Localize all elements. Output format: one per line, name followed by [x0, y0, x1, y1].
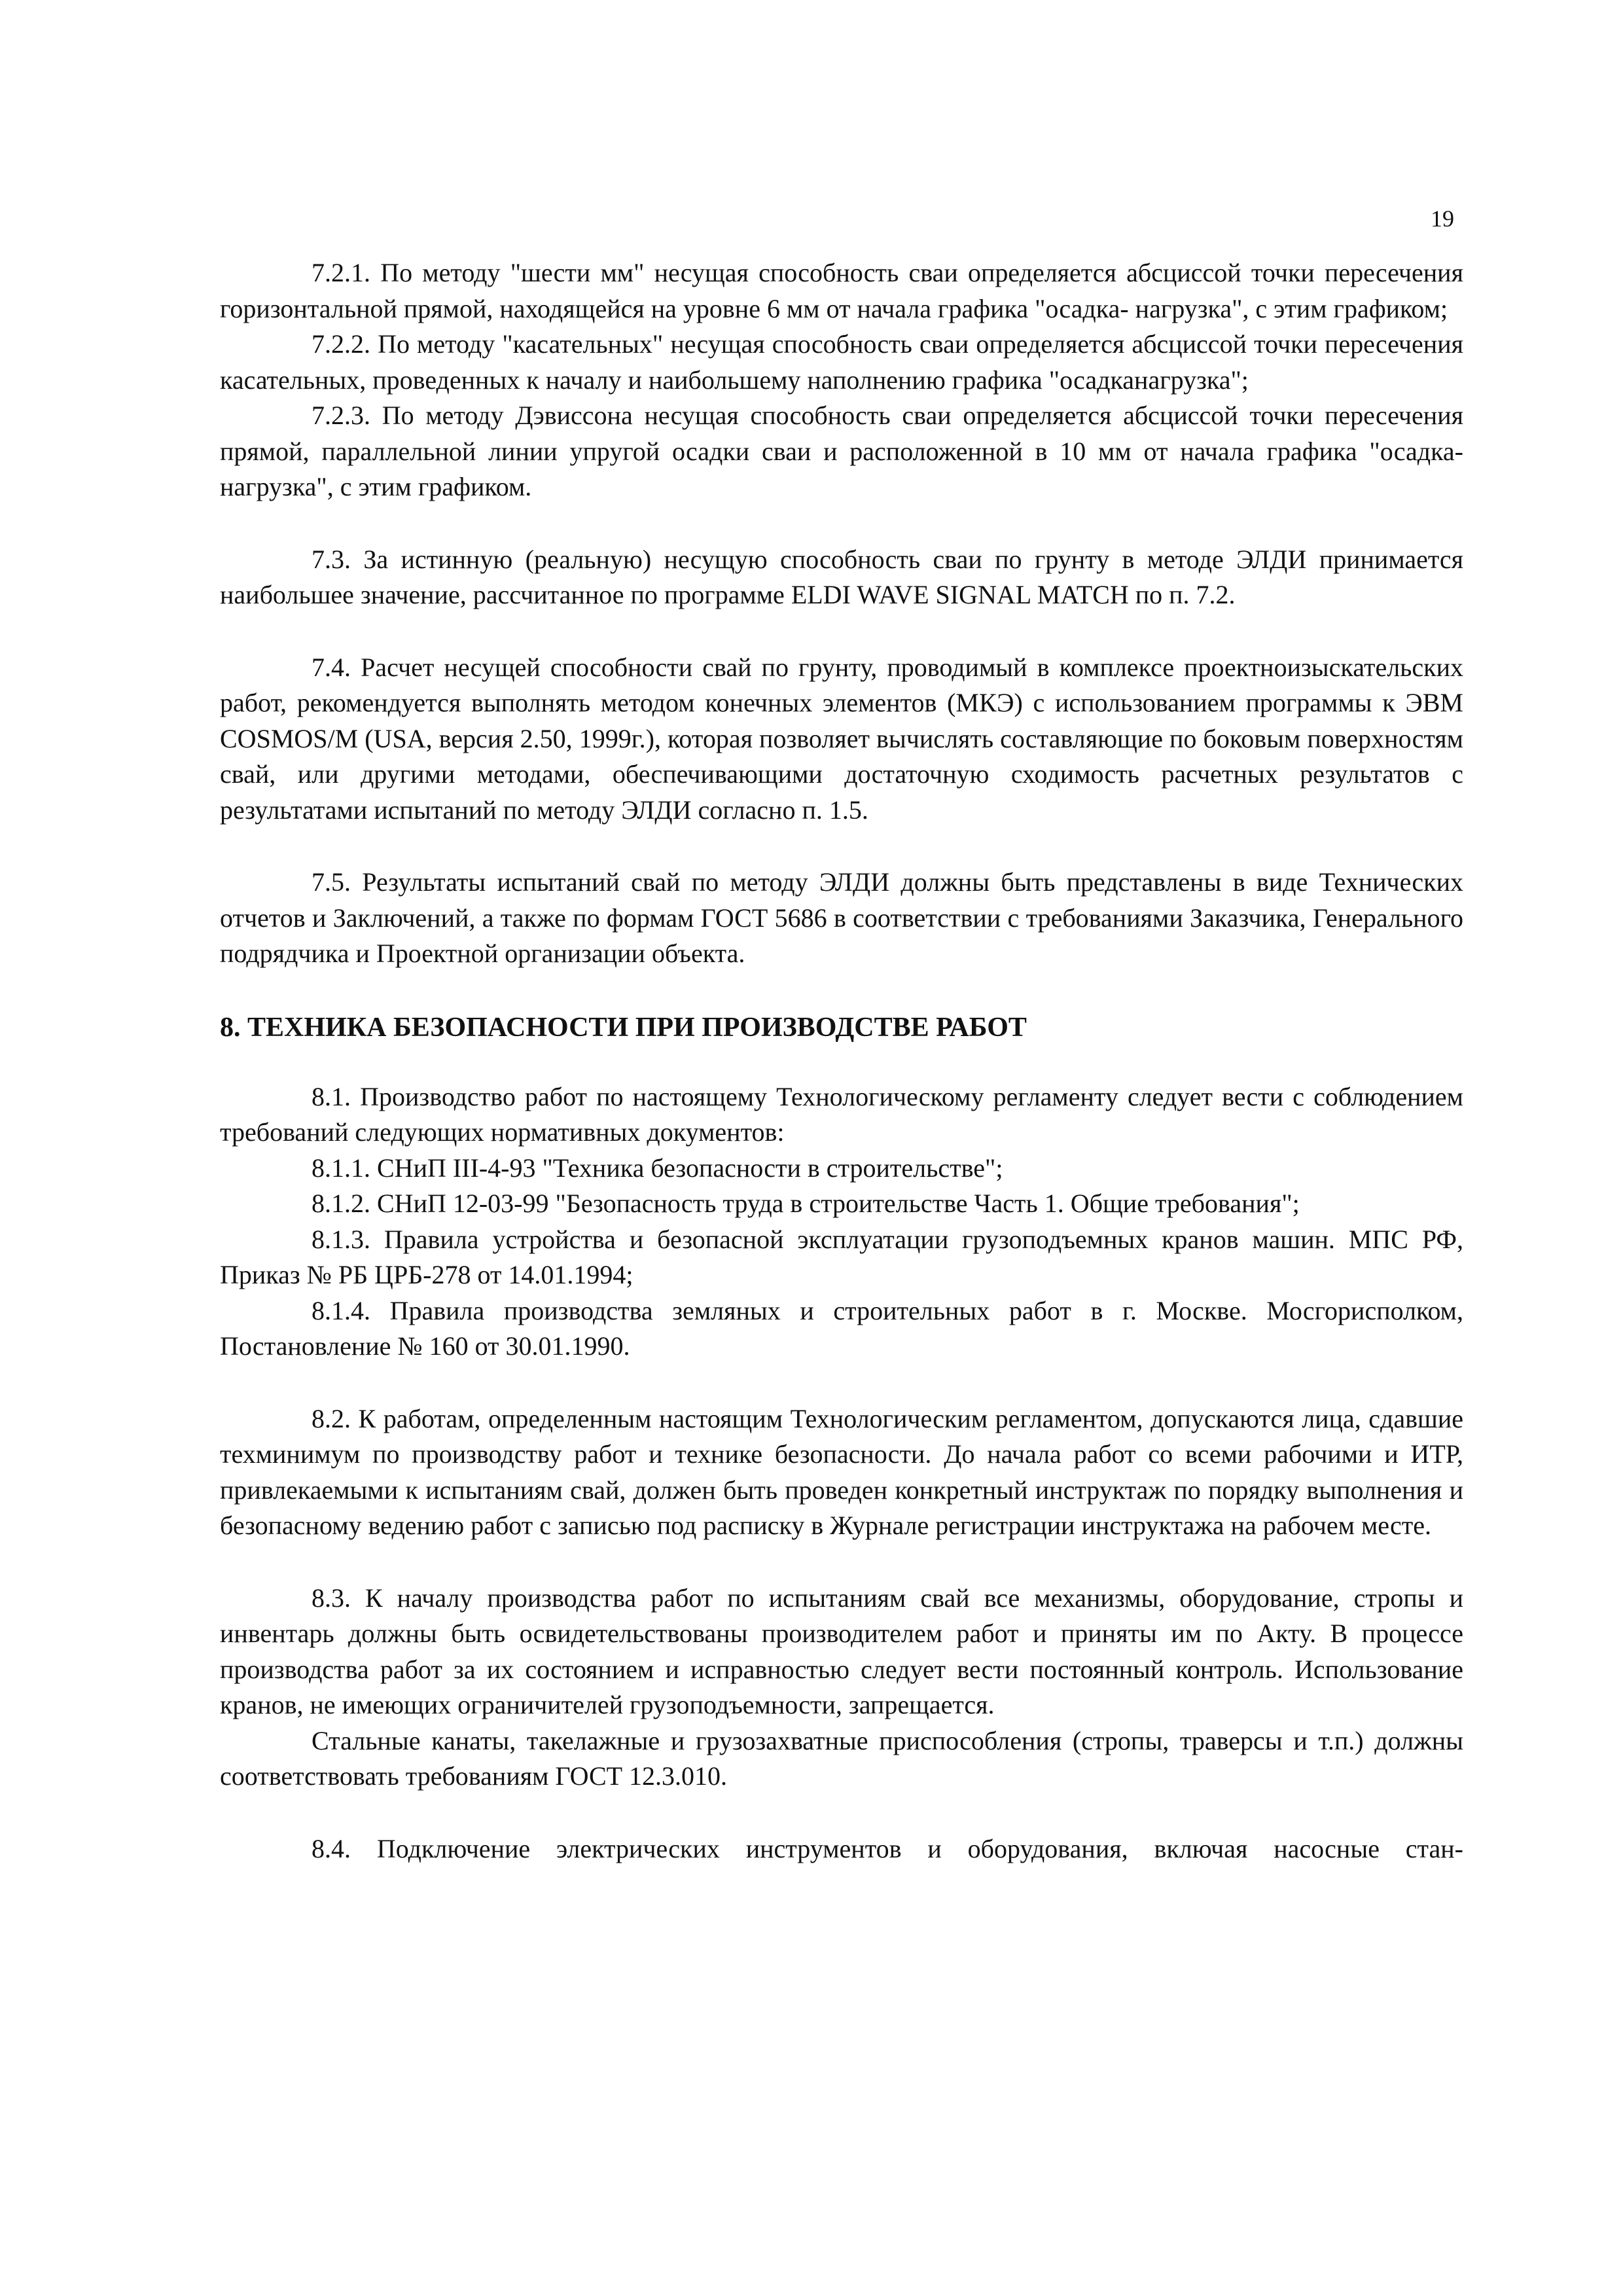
paragraph-7-3: 7.3. За истинную (реальную) несущую способность сваи по грунту в методе ЭЛДИ принимается наибольшее значение, рассчитанное по программе ELDI WAVE SIGNAL MATCH по п. 7.2. — [220, 544, 1463, 609]
paragraph-8-1: 8.1. Производство работ по настоящему Технологическому регламенту следует вести с соблюдением требований следующих нормативных документов: — [220, 1081, 1463, 1147]
page-content — [220, 255, 1463, 1867]
paragraph-8-3: 8.3. К началу производства работ по испытаниям свай все механизмы, оборудование, стропы и инвентарь должны быть освидетельствованы производителем работ и приняты им по Акту. В процессе производства работ за их состоянием и исправностью следует вести постоянный контроль. Использование кранов, не имеющих ограничителей грузоподъемности, запрещается. — [220, 1583, 1463, 1719]
paragraph-8-3-b: Стальные канаты, такелажные и грузозахватные приспособления (стропы, траверсы и т.п.) должны соответствовать требованиям ГОСТ 12.3.010. — [220, 1725, 1463, 1791]
paragraph-8-4: 8.4. Подключение электрических инструментов и оборудования, включая насосные стан- — [312, 1833, 1463, 1863]
page-number: 19 — [1431, 206, 1454, 232]
paragraph-8-1-4: 8.1.4. Правила производства земляных и строительных работ в г. Москве. Мосгорисполком, Постановление № 160 от 30.01.1990. — [220, 1295, 1463, 1361]
paragraph-8-1-1: 8.1.1. СНиП III-4-93 "Техника безопасности в строительстве"; — [312, 1153, 1003, 1183]
section-8-heading: 8. ТЕХНИКА БЕЗОПАСНОСТИ ПРИ ПРОИЗВОДСТВЕ РАБОТ — [220, 1012, 1027, 1043]
paragraph-8-2: 8.2. К работам, определенным настоящим Технологическим регламентом, допускаются лица, сдавшие техминимум по производству работ и технике безопасности. До начала работ со всеми рабочими и ИТР, привлекаемыми к испытаниям свай, должен быть проведен конкретный инструктаж по порядку выполнения и безопасному ведению работ с записью под расписку в Журнале регистрации инструктажа на рабочем месте. — [220, 1403, 1463, 1540]
paragraph-7-2-1: 7.2.1. По методу "шести мм" несущая способность сваи определяется абсциссой точки пересечения горизонтальной прямой, находящейся на уровне 6 мм от начала графика "осадка- нагрузка", с этим графиком; — [220, 258, 1463, 323]
paragraph-7-5: 7.5. Результаты испытаний свай по методу ЭЛДИ должны быть представлены в виде Технических отчетов и Заключений, а также по формам ГОСТ 5686 в соответствии с требованиями Заказчика, Генерального подрядчика и Проектной организации объекта. — [220, 867, 1463, 968]
paragraph-8-1-2: 8.1.2. СНиП 12-03-99 "Безопасность труда в строительстве Часть 1. Общие требования"; — [312, 1189, 1300, 1218]
paragraph-8-1-3: 8.1.3. Правила устройства и безопасной эксплуатации грузоподъемных кранов машин. МПС РФ, Приказ № РБ ЦРБ-278 от 14.01.1994; — [220, 1224, 1463, 1289]
paragraph-7-2-3: 7.2.3. По методу Дэвиссона несущая способность сваи определяется абсциссой точки пересечения прямой, параллельной линии упругой осадки сваи и расположенной в 10 мм от начала графика "осадка- нагрузка", с этим графиком. — [220, 401, 1463, 501]
paragraph-7-2-2: 7.2.2. По методу "касательных" несущая способность сваи определяется абсциссой точки пересечения касательных, проведенных к началу и наибольшему наполнению графика "осадканагрузка"; — [220, 329, 1463, 395]
paragraph-7-4: 7.4. Расчет несущей способности свай по грунту, проводимый в комплексе проектноизыскательских работ, рекомендуется выполнять методом конечных элементов (МКЭ) с использованием программы к ЭВМ COSMOS/M (USA, версия 2.50, 1999г.), которая позволяет вычислять составляющие по боковым поверхностям свай, или другими методами, обеспечивающими достаточную сходимость расчетных результатов с результатами испытаний по методу ЭЛДИ согласно п. 1.5. — [220, 652, 1463, 825]
